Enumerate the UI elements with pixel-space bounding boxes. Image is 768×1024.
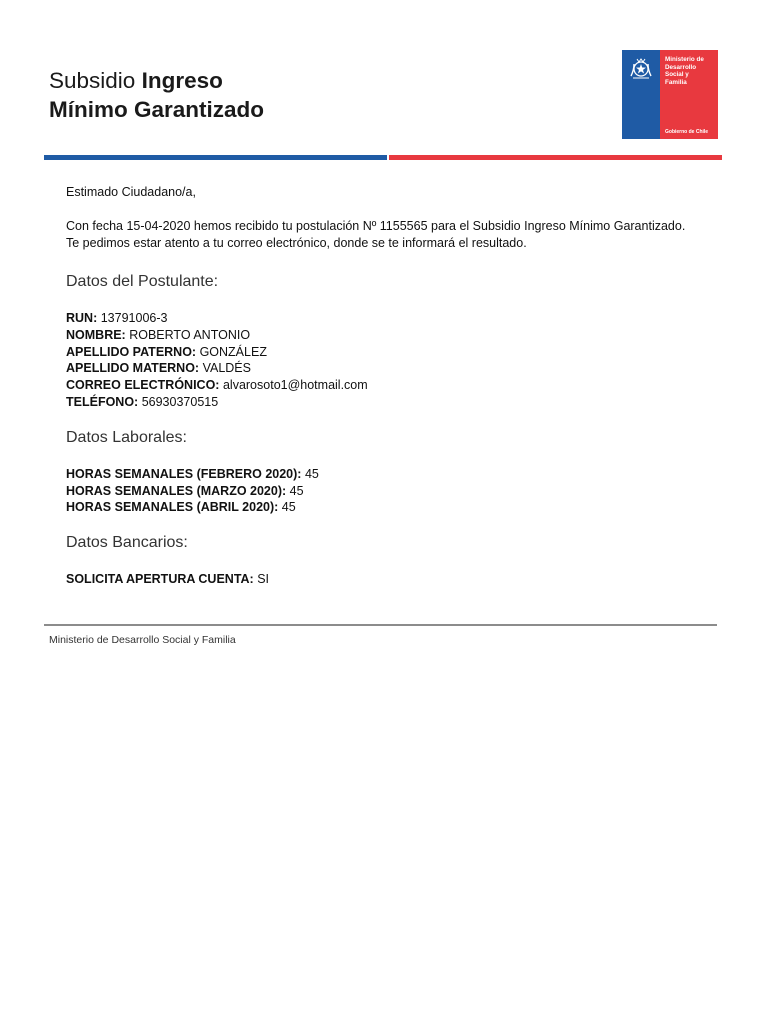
bank-section-title: Datos Bancarios:	[66, 534, 188, 551]
field-label: APELLIDO MATERNO:	[66, 361, 200, 375]
field-value: 56930370515	[141, 395, 219, 409]
field-label: HORAS SEMANALES (FEBRERO 2020):	[66, 467, 302, 481]
field-apellido-materno	[66, 360, 251, 377]
field-correo	[66, 377, 368, 394]
field-telefono	[66, 394, 218, 411]
logo-ministry-text	[665, 56, 719, 86]
field-label: APELLIDO PATERNO:	[66, 345, 197, 359]
field-value: alvarosoto1@hotmail.com	[222, 378, 368, 392]
greeting: Estimado Ciudadano/a,	[66, 185, 196, 199]
field-label: TELÉFONO:	[66, 395, 139, 409]
logo-blue-panel	[622, 50, 660, 139]
logo-government-text: Gobierno de Chile	[665, 129, 709, 135]
field-label: HORAS SEMANALES (ABRIL 2020):	[66, 500, 279, 514]
field-value: GONZÁLEZ	[199, 345, 267, 359]
ministry-logo	[622, 50, 718, 139]
logo-line: Familia	[665, 78, 687, 86]
footer-text: Ministerio de Desarrollo Social y Familia	[49, 634, 236, 646]
field-value: SI	[257, 572, 270, 586]
applicant-section-title: Datos del Postulante:	[66, 273, 219, 290]
title-word-subsidio: Subsidio	[49, 68, 136, 93]
field-label: RUN:	[66, 311, 98, 325]
field-horas-marzo	[66, 483, 304, 500]
logo-line: Desarrollo	[665, 63, 697, 71]
header-divider-blue	[44, 155, 387, 160]
document-title	[49, 66, 264, 124]
field-run	[66, 310, 167, 327]
logo-line: Ministerio de	[665, 56, 704, 63]
field-value: 13791006-3	[100, 311, 168, 325]
field-apertura-cuenta	[66, 571, 269, 588]
field-value: VALDÉS	[202, 361, 251, 375]
work-section-title: Datos Laborales:	[66, 429, 187, 446]
field-horas-abril	[66, 499, 296, 516]
field-value: ROBERTO ANTONIO	[129, 328, 251, 342]
field-value: 45	[281, 500, 296, 514]
field-nombre	[66, 327, 250, 344]
footer-divider	[44, 624, 717, 626]
header-divider-red	[389, 155, 722, 160]
field-label: SOLICITA APERTURA CUENTA:	[66, 572, 254, 586]
logo-line: Social y	[665, 71, 689, 79]
field-value: 45	[289, 484, 304, 498]
title-word-ingreso: Ingreso	[141, 68, 223, 93]
field-label: NOMBRE:	[66, 328, 126, 342]
title-line-2: Mínimo Garantizado	[49, 97, 265, 122]
field-label: CORREO ELECTRÓNICO:	[66, 378, 220, 392]
message-paragraph: Con fecha 15-04-2020 hemos recibido tu postulación Nº 1155565 para el Subsidio Ingreso Mínimo Garantizado. Te pedimos estar atento a tu correo electrónico, donde se te informará el resultado.	[66, 219, 686, 250]
field-apellido-paterno	[66, 344, 267, 361]
field-horas-febrero	[66, 466, 319, 483]
chile-coat-of-arms-icon	[628, 56, 654, 82]
field-label: HORAS SEMANALES (MARZO 2020):	[66, 484, 287, 498]
field-value: 45	[304, 467, 319, 481]
